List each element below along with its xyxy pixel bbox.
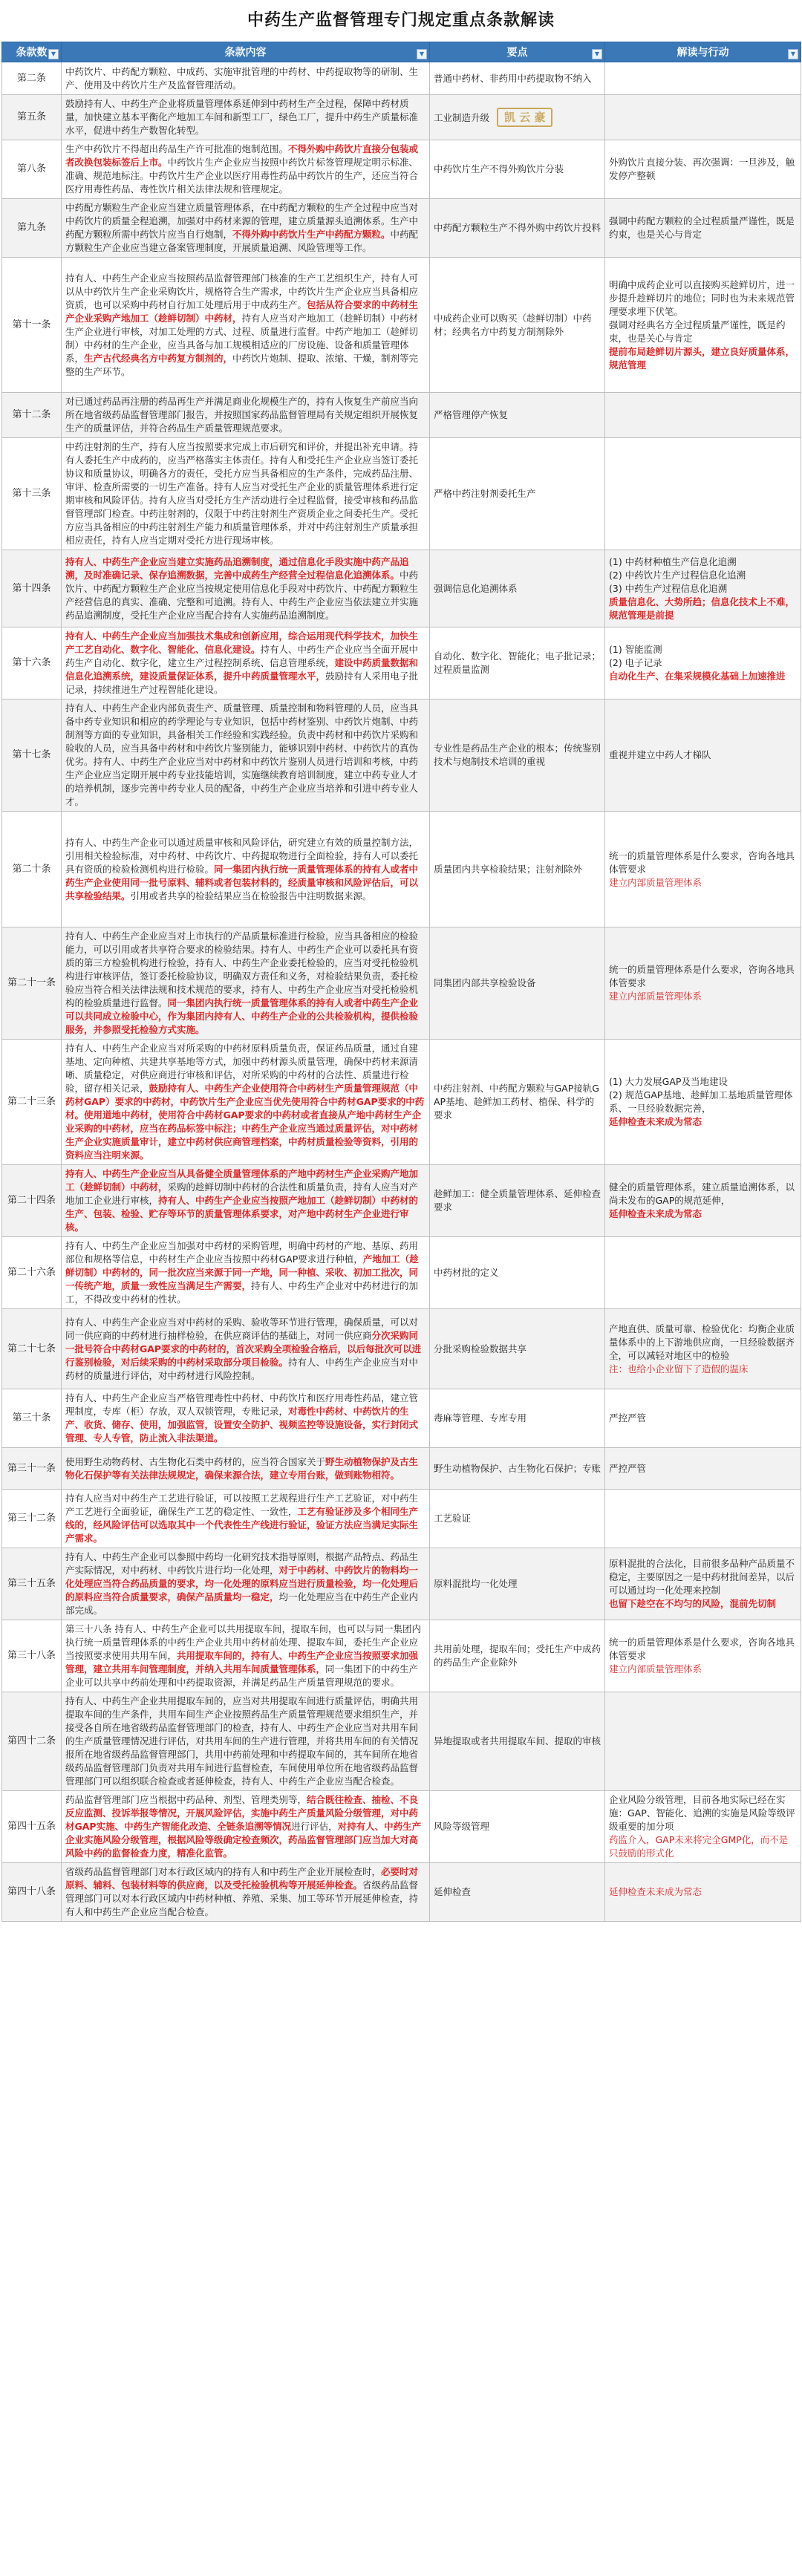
cell-clause-content[interactable] — [62, 1237, 430, 1309]
cell-interpretation[interactable] — [605, 393, 801, 438]
clause-text: 中药饮片炮制、提取、浓缩、干燥，制剂等完整的生产环节。 — [65, 352, 419, 377]
cell-clause-number[interactable] — [2, 95, 62, 140]
clause-number: 第二十七条 — [7, 1343, 56, 1354]
header-label: 要点 — [506, 47, 528, 59]
interpretation-text: 外购饮片直接分装、再次强调：一旦涉及，触发停产整顿 — [609, 157, 795, 181]
clause-text: 中药饮片、中药配方颗粒、中成药、实施审批管理的中药材、中药提取物等的研制、生产、使用及中药饮片生产及监督管理活动。 — [65, 65, 419, 91]
cell-clause-number[interactable] — [2, 627, 62, 700]
clause-text: 持有人、中药生产企业应当建立实施药品追溯制度，通过信息化手段实施中药产品追溯，及时准确记录、保存追溯数据，完善中成药生产经营全过程信息化追溯体系。 — [65, 555, 409, 581]
cell-key-points[interactable] — [430, 199, 605, 258]
table-row — [2, 1040, 801, 1165]
interpretation-text: 产地直供、质量可靠、检验优化：均衡企业质量体系中的上下游地供应商，一旦经验数据齐全，可以减轻对地区中的检验 — [609, 1323, 795, 1361]
key-point-text: 专业性是药品生产企业的根本；传统鉴别技术与炮制技术培训的重视 — [434, 743, 602, 767]
interpretation-text: 药监介入，GAP未来将完全GMP化，而不是只鼓励的形式化 — [609, 1834, 789, 1859]
cell-key-points[interactable] — [430, 1309, 605, 1389]
clause-text: 分次采购同一批号符合中药材GAP要求的中药材的，首次采购全项检验合格后，以后每批次可以进行鉴别检验，对后续采购的中药材采取部分项目检验。 — [65, 1329, 422, 1368]
clause-text: 必要时对原料、辅料、包装材料等的供应商，以及受托检验机构等开展延伸检查。 — [65, 1866, 419, 1891]
table-row — [2, 258, 801, 393]
key-point-text: 质量团内共享检验结果；注射剂除外 — [434, 863, 583, 875]
interpretation-text: 也留下趁空在不均匀的风险，混前先切制 — [609, 1598, 777, 1609]
interpretation-text: 重视并建立中药人才梯队 — [609, 749, 711, 760]
table-row — [2, 1237, 801, 1309]
key-point-text: 严格中药注射剂委托生产 — [434, 488, 536, 499]
interpretation-text: 延伸检查未来成为常态 — [609, 1116, 702, 1127]
interpretation-text: 建立内部质量管理体系 — [609, 876, 702, 888]
cell-clause-number[interactable] — [2, 1490, 62, 1548]
cell-clause-number[interactable] — [2, 1620, 62, 1692]
cell-clause-content[interactable] — [62, 550, 430, 627]
table-row — [2, 1791, 801, 1863]
clause-number: 第十一条 — [12, 319, 51, 330]
cell-interpretation[interactable] — [605, 1791, 801, 1863]
document-title-text: 中药生产监督管理专门规定重点条款解读 — [247, 11, 555, 30]
clause-text: 持有人、中药生产企业应当全面开展中药生产自动化、数字化，建立生产过程控制系统、信息管理系统， — [65, 644, 419, 668]
filter-dropdown-icon[interactable]: ▼ — [592, 49, 602, 59]
clause-text: 持有人应当对中药生产工艺进行验证，可以按照工艺规程进行生产工艺验证，对中药生产工艺进行全面验证，确保生产工艺的稳定性、一致性， — [65, 1493, 419, 1517]
clause-number: 第二十条 — [12, 863, 51, 875]
cell-interpretation[interactable] — [605, 627, 801, 700]
clause-text: 持有人、中药生产企业应当对所采购的中药材原料质量负责，保证药品质量，通过自建基地、定向种植、共建共享基地等方式，加强中药材源头质量管理，确保中药材来源清晰、质量稳定，对供应商进行审核和评估，对所采购的中药材的合法性、质量进行检验，留存相关记录， — [65, 1043, 419, 1094]
clause-number: 第十七条 — [12, 749, 51, 760]
interpretation-text: 强调对经典名方全过程质量严谨性，既是约束，也是关心与肯定 — [609, 319, 786, 344]
key-point-text: 中药配方颗粒生产不得外购中药饮片投料 — [434, 222, 602, 233]
clause-text: 车间和新型工厂，绿色工厂，提升中药生产质量标准水平，促进中药生产数智化转型。 — [65, 111, 419, 136]
key-point-text: 强调信息化追溯体系 — [434, 582, 518, 594]
interpretation-text: (2) 电子记录 — [609, 657, 662, 668]
cell-clause-number[interactable] — [2, 927, 62, 1040]
clause-text: 中药配方颗粒生产企业应当建立备案管理制度，开展质量追溯、风险管理等工作。 — [65, 229, 419, 253]
clause-text: 使用道地中药材，使用符合中药材GAP要求的中药材或者直接从产地中药材生产企业采购的中药材，应当在药品标签中标注；中药生产企业应当通过质量评估，对中药材生产企业实施质量审计，建立中药材供应商管理档案，中药材质量检验等资料，引用的资料应当注明来源。 — [65, 1109, 422, 1161]
cell-clause-content[interactable] — [62, 1548, 430, 1620]
cell-key-points[interactable] — [430, 812, 605, 927]
cell-clause-number[interactable] — [2, 550, 62, 627]
cell-clause-number[interactable] — [2, 1309, 62, 1389]
interpretation-text: 原料混批的合法化，目前很多品种产品质量不稳定，主要原因之一是中药材批间差异，以后可以通过均一化处理来控制 — [609, 1558, 795, 1596]
clause-number: 第四十八条 — [7, 1886, 56, 1897]
clause-number: 第十四条 — [12, 582, 51, 594]
cell-clause-content[interactable] — [62, 1490, 430, 1548]
cell-clause-content[interactable] — [62, 627, 430, 700]
key-point-text: 毒麻等管理、专库专用 — [434, 1412, 527, 1424]
interpretation-text: 强调中药配方颗粒的全过程质量严谨性，既是约束，也是关心与肯定 — [609, 215, 795, 240]
key-point-text: 同集团内部共享检验设备 — [434, 977, 536, 988]
cell-clause-number[interactable] — [2, 258, 62, 393]
cell-interpretation[interactable] — [605, 1620, 801, 1692]
clause-number: 第四十五条 — [7, 1821, 56, 1832]
clause-text: 建设中药质量数据和信息化追溯系统，建设质量保证体系，提升中药质量管理水平， — [65, 657, 419, 682]
cell-clause-content[interactable] — [62, 1165, 430, 1237]
key-point-text: 自动化、数字化、智能化；电子批记录；过程质量监测 — [434, 650, 602, 675]
cell-interpretation[interactable] — [605, 438, 801, 550]
interpretation-text: 严控严管 — [609, 1462, 647, 1474]
cell-key-points[interactable] — [430, 1791, 605, 1863]
clause-text: 不得外购中药饮片直接分包装或者改换包装标签后上市。 — [65, 143, 419, 168]
clause-number: 第八条 — [16, 163, 46, 175]
filter-dropdown-icon[interactable]: ▼ — [48, 49, 59, 59]
clause-text: 结合既往检查、抽检、不良反应监测、投诉举报等情况，开展风险评估，实施中药生产质量风险分级管理，对中药材GAP实施、中药生产智能化改造、全链条追溯等情况 — [65, 1794, 419, 1832]
cell-key-points[interactable] — [430, 1448, 605, 1490]
cell-interpretation[interactable] — [605, 62, 801, 95]
header-label: 条款内容 — [224, 47, 267, 59]
cell-key-points[interactable] — [430, 393, 605, 438]
clause-text: 持有人、中药生产企业内部负责生产、质量管理、质量控制和物料管理的人员，应当具备中药专业知识和相应的药学理论与专业知识，包括中药材鉴别、中药饮片炮制、中药制剂等方面的专业知识，具备相关工作经验和实践经验。负责中药材和中药饮片采购和验收的人员，应当具备中药材和中药饮片鉴别能力，能够识别中药材、中药饮片的真伪优劣。持有人、中药生产企业应当对中药材和中药饮片鉴别人员进行培训和考核，中药生产企业应当定期开展中药专业技能培训，实施继续教育培训制度，建立中药专业人才的培养机制，逐步完善中药专业人员的配备，中药生产企业应当培养和引进中药专业人才。 — [65, 702, 419, 807]
cell-clause-number[interactable] — [2, 1692, 62, 1791]
table-row — [2, 927, 801, 1040]
cell-clause-number[interactable] — [2, 812, 62, 927]
key-point-text: 中药饮片生产不得外购饮片分装 — [434, 163, 564, 175]
clause-text: 持有人、中药生产企业应当按照产地加工（趁鲜切制）中药材的生产、包装、检验、贮存等环节的质量管理体系要求，对产地中药材生产企业进行审核。 — [65, 1195, 419, 1233]
cell-clause-content[interactable] — [62, 1040, 430, 1165]
cell-clause-content[interactable] — [62, 1692, 430, 1791]
clause-table — [1, 42, 801, 1922]
table-row — [2, 1620, 801, 1692]
cell-clause-number[interactable] — [2, 1548, 62, 1620]
clause-text: 进行评估， — [291, 1821, 338, 1832]
cell-key-points[interactable] — [430, 1389, 605, 1448]
cell-interpretation[interactable] — [605, 550, 801, 627]
key-point-text: 延伸检查 — [434, 1886, 472, 1897]
header-label: 条款数 — [16, 47, 48, 59]
clause-number: 第二十六条 — [7, 1267, 56, 1278]
interpretation-text: 建立内部质量管理体系 — [609, 991, 702, 1002]
table-row — [2, 393, 801, 438]
document-title — [1, 0, 801, 42]
cell-key-points[interactable] — [430, 438, 605, 550]
clause-text: 持有人、中药生产企业应当从具备健全质量管理体系的产地中药材生产企业采购产地加工（趁鲜切制）中药材， — [65, 1168, 419, 1193]
clause-text: 包括从符合要求的中药材生产企业采购产地加工（趁鲜切制）中药材， — [65, 299, 419, 324]
header-clause-content[interactable] — [62, 42, 430, 62]
cell-interpretation[interactable] — [605, 1309, 801, 1389]
key-point-text: 普通中药材、非药用中药提取物不纳入 — [434, 72, 592, 84]
cell-clause-number[interactable] — [2, 62, 62, 95]
cell-clause-content[interactable] — [62, 393, 430, 438]
table-body — [2, 62, 801, 1922]
cell-interpretation[interactable] — [605, 1863, 801, 1922]
cell-interpretation[interactable] — [605, 1548, 801, 1620]
interpretation-text: 企业风险分级管理，目前各地实际已经在实施：GAP、智能化、追溯的实施是风险等级评级重要的加分项 — [609, 1794, 795, 1832]
clause-text: 中药配方颗粒生产企业应当建立质量管理体系，在中药配方颗粒的生产全过程中应当对中药饮片的质量全程追溯，加强对中药材来源的管理，建立质量源头追溯体系。生产中药配方颗粒所需中药饮片应当自行炮制， — [65, 202, 419, 240]
clause-text: 持有人、中药生产企业对中药材进行的加工，不得改变中药材的性状。 — [65, 1280, 419, 1305]
clause-text: 共用提取车间的，持有人、中药生产企业应当按照要求加强管理，建立共用车间管理制度，并纳入共用车间质量管理体系， — [65, 1650, 419, 1675]
cell-interpretation[interactable] — [605, 140, 801, 199]
table-row — [2, 62, 801, 95]
cell-interpretation[interactable] — [605, 258, 801, 393]
clause-number: 第三十二条 — [7, 1513, 56, 1524]
clause-text: 对于中药材、中药饮片的物料均一化处理应当符合药品质量的要求，均一化处理的原料应当进行质量检验，均一化处理后的原料应当符合质量要求，确保产品质量均一稳定， — [65, 1565, 419, 1602]
cell-clause-content[interactable] — [62, 140, 430, 199]
clause-number: 第十三条 — [12, 488, 51, 499]
clause-number: 第四十二条 — [7, 1735, 56, 1747]
table-row — [2, 438, 801, 550]
clause-text: 生产中药饮片不得超出药品生产许可批准的炮制范围。 — [65, 143, 289, 154]
clause-text: 不得外购中药饮片生产中药配方颗粒。 — [232, 229, 391, 240]
key-point-text: 趁鲜加工：健全质量管理体系、延伸检查要求 — [434, 1188, 602, 1213]
clause-text: 引用或者共享的检验结果应当在检验报告中注明数据来源。 — [130, 890, 372, 901]
clause-text: 鼓励持有人采用电子批记录，持续推进生产过程智能化建设。 — [65, 671, 419, 695]
cell-interpretation[interactable] — [605, 95, 801, 140]
watermark-stamp: 凯 云 豪 — [497, 108, 552, 127]
header-key-points[interactable] — [430, 42, 605, 62]
cell-clause-content[interactable] — [62, 438, 430, 550]
cell-clause-content[interactable] — [62, 1389, 430, 1448]
clause-text: 持有人应当对产地加工（趁鲜切制）中药材生产企业进行审核，对加工处理的方式、过程、质量进行监督。中药产地加工（趁鲜切制）中药材的生产企业，应当具备与加工规模相适应的厂房设施、设备和质量管理体系， — [65, 312, 419, 364]
interpretation-text: (1) 大力发展GAP及当地建设 — [609, 1076, 728, 1087]
clause-number: 第二十四条 — [7, 1195, 56, 1206]
interpretation-text: 建立内部质量管理体系 — [609, 1663, 702, 1675]
cell-key-points[interactable] — [430, 1040, 605, 1165]
table-row — [2, 1548, 801, 1620]
key-point-text: 原料混批均一化处理 — [434, 1578, 518, 1589]
key-point-text: 分批采购检验数据共享 — [434, 1343, 527, 1354]
cell-key-points[interactable] — [430, 1237, 605, 1309]
key-point-text: 共用前处理，提取车间；受托生产中成药的药品生产企业除外 — [434, 1643, 602, 1668]
interpretation-text: 延伸检查未来成为常态 — [609, 1208, 702, 1219]
cell-interpretation[interactable] — [605, 812, 801, 927]
clause-number: 第九条 — [16, 222, 46, 233]
clause-text: 鼓励持有人、中药生产企业将质量管理体系延伸到中药材生产全过程，保障中药材质量，加快建立基本平衡化产地加工 — [65, 98, 409, 123]
cell-interpretation[interactable] — [605, 927, 801, 1040]
cell-clause-content[interactable] — [62, 1791, 430, 1863]
clause-text: 持有人、中药生产企业可以参照中药均一化研究技术指导原则，根据产品特点、药品生产实际情况，对中药材、中药饮片进行均一化处理， — [65, 1551, 419, 1576]
table-row — [2, 1309, 801, 1389]
key-point-text: 野生动植物保护、古生物化石保护；专账 — [434, 1462, 602, 1474]
clause-text: 持有人、中药生产企业应当严格管理毒性中药材、中药饮片和医疗用毒性药品，建立管理制度，专库（柜）存放，双人双锁管理，专账记录， — [65, 1392, 419, 1417]
clause-text: 省级药品监督管理部门可以对本行政区域内中药材种植、养殖、采集、加工等环节开展延伸检查，持有人和中药生产企业应当配合检查。 — [65, 1879, 419, 1917]
cell-interpretation[interactable] — [605, 1165, 801, 1237]
key-point-text: GAP基地、趁鲜加工药材、植保、科学的要求 — [434, 1083, 599, 1121]
cell-interpretation[interactable] — [605, 1389, 801, 1448]
filter-dropdown-icon[interactable]: ▼ — [417, 49, 427, 59]
cell-clause-content[interactable] — [62, 1863, 430, 1922]
table-row — [2, 1165, 801, 1237]
table-row — [2, 1389, 801, 1448]
header-interpretation-action[interactable] — [605, 42, 801, 62]
cell-key-points[interactable] — [430, 627, 605, 700]
table-row — [2, 1490, 801, 1548]
clause-text: 持有人、中药生产企业应当加强技术集成和创新应用，综合运用现代科学技术，加快生产工艺自动化、数字化、智能化、信息化建设。 — [65, 630, 419, 655]
key-point-text: 风险等级管理 — [434, 1821, 490, 1832]
clause-text: 持有人、中药生产企业共用提取车间的，应当对共用提取车间进行质量评估，明确共用提取车间的生产条件，共用车间生产企业按照药品生产质量管理规范要求组织生产，并接受各自所在地省级药品监督管理部门的检查，持有人、中药生产企业应当对共用车间的生产质量管理情况进行评估，对共用车间的生产进行管理，并将共用车间的有关情况报所在地省级药品监督管理部门，共用中药前处理和中药提取车间的，其车间所在地省级药品监督管理部门负责对共用车间进行监督检查，车间使用单位所在地省级药品监督管理部门可以组织联合检查或者延伸检查，持有人、中药生产企业应当配合检查。 — [65, 1695, 419, 1787]
cell-clause-number[interactable] — [2, 1863, 62, 1922]
interpretation-text: 自动化生产、在集采规模化基础上加速推进 — [609, 671, 786, 682]
cell-key-points[interactable] — [430, 927, 605, 1040]
cell-clause-content[interactable] — [62, 1448, 430, 1490]
clause-text: 对持有人、中药生产企业实施风险分级管理，根据风险等级确定检查频次，药品监督管理部门应当加大对高风险中药的监督检查力度，精准化监管。 — [65, 1821, 422, 1859]
clause-text: 持有人、中药生产企业应当对中药材的质量进行评估，对中药材进行风险控制。 — [65, 1356, 419, 1381]
clause-text: 野生动植物保护及古生物化石保护等有关法律法规规定，确保来源合法，建立专用台账，做到账物相符。 — [65, 1455, 419, 1481]
clause-text: 持有人、中药生产企业应当对中药材的采购、验收等环节进行管理，确保质量，可以对同一供应商的中药材进行抽样检验，在供应商评估的基础上，对同一供应商 — [65, 1316, 419, 1341]
cell-clause-content[interactable] — [62, 927, 430, 1040]
cell-clause-number[interactable] — [2, 140, 62, 199]
key-point-text: 中药材批的定义 — [434, 1267, 499, 1278]
key-point-text: 中药注射剂、中药配方颗粒与GAP接轨 — [434, 1083, 593, 1094]
cell-clause-content[interactable] — [62, 258, 430, 393]
clause-text: 中药饮片、中药配方颗粒生产企业应当按规定使用信息化手段对中药饮片、中药配方颗粒生产经营信息的真实、准确、完整和可追溯。持有人、中药生产企业应当依法建立并实施药品追溯制度，受托生产企业应当配合持有人实施药品追溯制度。 — [65, 569, 419, 621]
header-label: 解读与行动 — [677, 47, 729, 59]
cell-key-points[interactable] — [430, 1863, 605, 1922]
clause-text: 同一集团下的中药生产企业可以共享中药前处理和中药提取资源，并满足药品生产质量管理规范的要求。 — [65, 1663, 419, 1688]
interpretation-text: 统一的质量管理体系是什么要求，咨询各地具体管要求 — [609, 1637, 795, 1661]
table-row — [2, 700, 801, 812]
cell-key-points[interactable] — [430, 95, 605, 140]
key-point-text: 严格管理停产恢复 — [434, 409, 509, 420]
key-point-text: 异地提取或者共用提取车间、提取的审核 — [434, 1735, 602, 1747]
table-row — [2, 1863, 801, 1922]
cell-interpretation[interactable] — [605, 1448, 801, 1490]
clause-number: 第二十一条 — [7, 977, 56, 988]
cell-clause-content[interactable] — [62, 62, 430, 95]
interpretation-text: (1) 智能监测 — [609, 644, 662, 655]
table-row — [2, 812, 801, 927]
clause-number: 第三十条 — [12, 1412, 51, 1424]
cell-clause-number[interactable] — [2, 1165, 62, 1237]
cell-interpretation[interactable] — [605, 199, 801, 258]
key-point-text: 工艺验证 — [434, 1513, 472, 1524]
interpretation-text: 明确中成药企业可以直接购买趁鲜切片，进一步提升趁鲜切片的地位；同时也为未来规范管理要求埋下伏笔。 — [609, 278, 795, 317]
cell-key-points[interactable] — [430, 1548, 605, 1620]
clause-text: 产地加工（趁鲜切制）中药材的，同一批次应当来源于同一产地，同一种植、采收、初加工批次，同一传统产地，质量一致性应当满足生产需要， — [65, 1253, 419, 1291]
clause-text: 对已通过药品再注册的药品再生产并满足商业化规模生产的，持有人恢复生产前应当向所在地省级药品监督管理部门报告，并按照国家药品监督管理局有关规定组织开展恢复生产的质量评估，并符合药品生产质量管理规范要求。 — [65, 396, 419, 434]
cell-key-points[interactable] — [430, 1620, 605, 1692]
cell-interpretation[interactable] — [605, 700, 801, 812]
clause-text: 中药饮片生产企业应当按照中药饮片标签管理规定明示标准、准确、规范地标注。中药饮片生产企业以医疗用毒性药品中药饮片的生产，还应当符合医疗用毒性药品、毒性饮片相关法律法规和管理规定。 — [65, 157, 419, 195]
cell-interpretation[interactable] — [605, 1237, 801, 1309]
cell-key-points[interactable] — [430, 1165, 605, 1237]
interpretation-text: (2) 中药饮片生产过程信息化追溯 — [609, 569, 746, 581]
cell-interpretation[interactable] — [605, 1692, 801, 1791]
table-row — [2, 1448, 801, 1490]
table-row — [2, 1692, 801, 1791]
clause-text: 药品监督管理部门应当根据中药品种、剂型、管理类别等， — [65, 1794, 307, 1805]
clause-text: 对毒性中药材、中药饮片的生产、收货、储存、使用，加强监管，设置安全防护、视频监控等设施设备，实行封闭式管理、专人专管，防止流入非法渠道。 — [65, 1406, 419, 1444]
cell-key-points[interactable] — [430, 550, 605, 627]
cell-clause-number[interactable] — [2, 199, 62, 258]
cell-key-points[interactable] — [430, 258, 605, 393]
cell-interpretation[interactable] — [605, 1040, 801, 1165]
table-header-row — [2, 42, 801, 62]
clause-number: 第二条 — [16, 72, 46, 84]
interpretation-text: (3) 中药生产过程信息化追溯 — [609, 582, 728, 594]
cell-clause-number[interactable] — [2, 1389, 62, 1448]
clause-text: 省级药品监督管理部门对本行政区域内的持有人和中药生产企业开展检查时， — [65, 1866, 382, 1877]
interpretation-text: 提前布局趁鲜切片源头，建立良好质量体系，规范管理 — [609, 345, 795, 371]
cell-key-points[interactable] — [430, 140, 605, 199]
clause-number: 第二十三条 — [7, 1096, 56, 1107]
cell-key-points[interactable] — [430, 1692, 605, 1791]
cell-key-points[interactable] — [430, 700, 605, 812]
interpretation-text: 健全的质量管理体系，建立质量追溯体系，以尚未发布的GAP的规范延伸， — [609, 1181, 795, 1206]
clause-text: 持有人、中药生产企业应当加强对中药材的采购管理，明确中药材的产地、基原、药用部位和规格等信息，中药材生产企业应当按照中药材GAP要求进行种植， — [65, 1240, 419, 1265]
key-point-text: 工业制造升级 — [434, 112, 490, 123]
cell-clause-number[interactable] — [2, 700, 62, 812]
cell-key-points[interactable] — [430, 62, 605, 95]
key-point-text: 中成药企业可以购买（趁鲜切制）中药材；经典名方中药复方制剂除外 — [434, 312, 592, 337]
cell-clause-number[interactable] — [2, 1448, 62, 1490]
clause-number: 第十二条 — [12, 409, 51, 420]
clause-number: 第三十一条 — [7, 1462, 56, 1474]
cell-clause-content[interactable] — [62, 1620, 430, 1692]
cell-clause-number[interactable] — [2, 1040, 62, 1165]
clause-text: 使用野生动物药材、古生物化石类中药材的，应当符合国家关于 — [65, 1455, 326, 1467]
interpretation-text: (2) 规范GAP基地、趁鲜加工基地质量管理体系、一旦经验数据完善， — [609, 1089, 793, 1114]
clause-text: 生产古代经典名方中药复方制剂的， — [84, 352, 233, 364]
table-row — [2, 550, 801, 627]
interpretation-text: 延伸检查未来成为常态 — [609, 1886, 702, 1897]
cell-clause-number[interactable] — [2, 1791, 62, 1863]
header-clause-number[interactable] — [2, 42, 62, 62]
clause-text: 持有人、中药生产企业可以通过质量审核和风险评估，研究建立有效的质量控制方法，引用相关检验标准，对中药材、中药饮片、中药提取物进行全面检验，持有人可以委托具有资质的检验检测机构进行检验。 — [65, 836, 419, 875]
table-row — [2, 199, 801, 258]
clause-text: 鼓励持有人、中药生产企业使用符合中药材生产质量管理规范（中药材GAP）要求的中药材，中药饮片生产企业应当优先使用符合中药材GAP要求的中药材。 — [65, 1083, 425, 1121]
clause-text: 第三十八条 持有人、中药生产企业可以共用提取车间，提取车间，也可以与同一集团内执行统一质量管理体系的中药生产企业共用中药材前处理、提取车间，委托生产企业应当按照要求使用共用车间， — [65, 1623, 421, 1661]
clause-number: 第三十五条 — [7, 1578, 56, 1589]
clause-number: 第十六条 — [12, 657, 51, 668]
cell-clause-content[interactable] — [62, 1309, 430, 1389]
cell-clause-number[interactable] — [2, 438, 62, 550]
interpretation-text: 统一的质量管理体系是什么要求，咨询各地具体管要求 — [609, 964, 795, 988]
cell-clause-number[interactable] — [2, 393, 62, 438]
cell-clause-content[interactable] — [62, 812, 430, 927]
clause-text: 工艺有验证涉及多个相同生产线的，经风险评估可以选取其中一个代表性生产线进行验证，验证方法应当满足实际生产需求。 — [65, 1506, 419, 1544]
clause-text: 持有人、中药生产企业应当按照药品监督管理部门核准的生产工艺组织生产，持有人可以从中药饮片生产企业采购饮片，规格符合生产需求，中药饮片生产企业应当具备相应资质，也可以采购中药材自行加工处理后用于中成药生产。 — [65, 272, 419, 310]
interpretation-text: 质量信息化、大势所趋；信息化技术上不难，规范管理是前提 — [609, 596, 795, 621]
cell-key-points[interactable] — [430, 1490, 605, 1548]
clause-text: 采购的趁鲜切制中药材的合法性和质量负责，持有人应当对产地加工企业进行审核， — [65, 1181, 419, 1206]
table-row — [2, 140, 801, 199]
table-row — [2, 95, 801, 140]
clause-text: 同一集团内执行统一质量管理体系的持有人或者中药生产企业使用同一批号原料、辅料或者包装材料的，经质量审核和风险评估后，可以共享检验结果。 — [65, 863, 419, 901]
clause-number: 第五条 — [16, 111, 46, 123]
clause-text: 均一化处理应当在中药生产企业内部完成。 — [65, 1591, 419, 1616]
clause-text: 同一集团内执行统一质量管理体系的持有人或者中药生产企业可以共同成立检验中心，作为集团内持有人、中药生产企业的公共检验机构，提供检验服务，并参照受托检验方式实施。 — [65, 997, 419, 1035]
table-row — [2, 627, 801, 700]
interpretation-text: 统一的质量管理体系是什么要求，咨询各地具体管要求 — [609, 850, 795, 875]
cell-interpretation[interactable] — [605, 1490, 801, 1548]
clause-text: 持有人、中药生产企业应当对上市执行的产品质量标准进行检验，应当具备相应的检验能力，可以引用或者共享符合要求的检验结果。持有人、中药生产企业可以委托具有资质的第三方检验机构进行检验，持有人、中药生产企业委托检验的，应当对受托检验机构进行审核评估，签订委托检验协议，明确双方责任和义务，对检验结果负责，委托检验应当符合相关法律法规和技术规范的要求，持有人、中药生产企业应当对受托检验机构的检验质量进行监督。 — [65, 930, 419, 1008]
interpretation-text: (1) 中药材种植生产信息化追溯 — [609, 555, 737, 567]
clause-text: 持有人委托生产中成药的，应当严格落实主体责任。持有人和受托生产企业应当签订委托协议和质量协议，明确各方的责任，受托方应当具备相应的生产条件，完成药品注册、审评、检查所需要的一切生产准备。持有人应当对受托生产企业的质量管理体系进行定期审核和风险评估。持有人应当对受托方生产活动进行全过程监督，接受审核和药品监督管理部门检查。中药注射剂的，仅限于中药注射剂生产资质企业之间委托生产。受托方应当具备相应的中药注射剂生产能力和质量管理体系，并对中药注射剂生产质量承担相应责任，持有人应当定期对受托方进行现场审核。 — [65, 441, 419, 546]
cell-clause-content[interactable] — [62, 700, 430, 812]
cell-clause-content[interactable] — [62, 95, 430, 140]
interpretation-text: 注：也给小企业留下了造假的温床 — [609, 1363, 749, 1375]
filter-dropdown-icon[interactable]: ▼ — [788, 49, 798, 59]
cell-clause-content[interactable] — [62, 199, 430, 258]
clause-text: 中药注射剂的生产，持有人应当按照要求完成上市后研究和评价，并提出补充申请。 — [65, 441, 409, 452]
cell-clause-number[interactable] — [2, 1237, 62, 1309]
clause-number: 第三十八条 — [7, 1650, 56, 1661]
interpretation-text: 严控严管 — [609, 1412, 647, 1424]
